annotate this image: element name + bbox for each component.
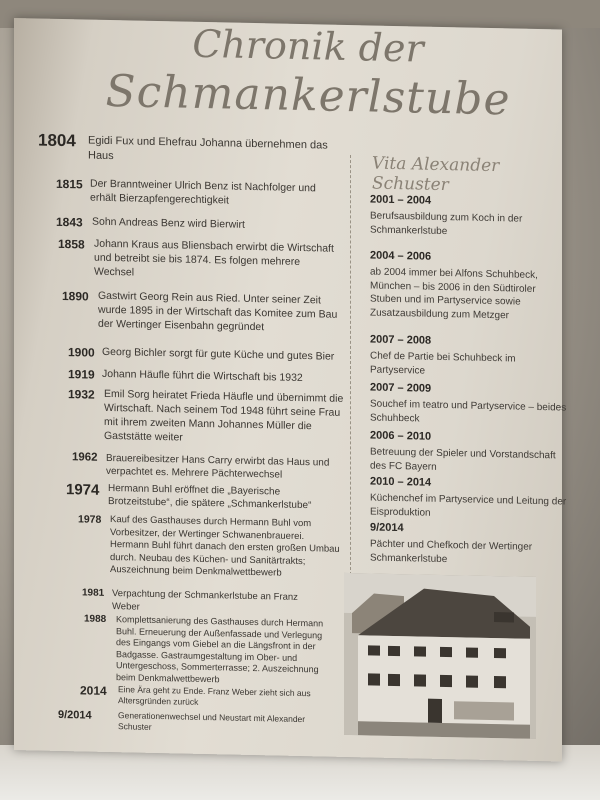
chronicle-year: 1978 xyxy=(78,513,102,526)
chronicle-text: Der Branntweiner Ulrich Benz ist Nachfolger und erhält Bierzapfengerechtigkeit xyxy=(90,177,316,207)
title-line-1: Chronik der xyxy=(192,21,424,71)
vita-item xyxy=(370,381,570,428)
chronicle-year: 1932 xyxy=(68,387,95,402)
chronicle-text: Hermann Buhl eröffnet die „Bayerische Brotzeitstube“, die spätere „Schmankerlstube“ xyxy=(108,482,312,512)
vita-item xyxy=(370,521,570,568)
title-line-2: Schmankerlstube xyxy=(105,65,511,126)
chronicle-text: Eine Ära geht zu Ende. Franz Weber zieht sich aus Altersgründen zurück xyxy=(118,684,311,708)
chronicle-text: Generationenwechsel und Neustart mit Alexander Schuster xyxy=(118,710,306,733)
chronicle-year: 1804 xyxy=(38,130,76,151)
chronicle-year: 1890 xyxy=(62,289,89,304)
vita-text: ab 2004 immer bei Alfons Schuhbeck, München – bis 2006 in den Südtiroler Stuben und im Partyservice sowie Zusatzausbildung zum Metzger xyxy=(370,266,538,321)
vita-text: Küchenchef im Partyservice und Leitung der Eisproduktion xyxy=(370,492,567,519)
chronicle-year: 1815 xyxy=(56,176,83,192)
chronicle-text: Komplettsanierung des Gasthauses durch Hermann Buhl. Erneuerung der Außenfassade und Verlegung des Eingangs vom Giebel an die Längsfront in der Badgasse. Gastraumgestaltung im Ober- und Untergeschoss, Sommerterrasse; 2. Auszeichnung beim Denkmalwettbewerb xyxy=(116,614,324,684)
chronicle-year: 1974 xyxy=(66,481,100,499)
vita-item xyxy=(370,249,570,323)
vita-item xyxy=(370,193,570,240)
chronicle-text: Emil Sorg heiratet Frieda Häufle und übernimmt die Wirtschaft. Nach seinem Tod 1948 führt seine Frau mit ihrem zweiten Mann Johannes Müller die Gaststätte weiter xyxy=(104,387,344,444)
vita-item xyxy=(370,333,570,380)
chronicle-text: Johann Kraus aus Bliensbach erwirbt die Wirtschaft und betreibt sie bis 1874. Es folgen mehrere Wechsel xyxy=(94,237,334,279)
vita-text: Souchef im teatro und Partyservice – beides Schuhbeck xyxy=(370,398,567,424)
chronicle-text: Sohn Andreas Benz wird Bierwirt xyxy=(92,215,245,231)
chronicle-year: 9/2014 xyxy=(58,708,92,722)
vita-years: 2006 – 2010 xyxy=(370,429,432,443)
chronicle-text: Gastwirt Georg Rein aus Ried. Unter seiner Zeit wurde 1895 in der Wirtschaft das Komitee zum Bau der Wertinger Eisenbahn gegründet xyxy=(98,289,338,333)
vita-title: Vita Alexander Schuster xyxy=(372,153,500,196)
chronicle-text: Brauereibesitzer Hans Carry erwirbt das Haus und verpachtet es. Mehrere Pächterwechsel xyxy=(106,452,330,481)
vita-text: Berufsausbildung zum Koch in der Schmankerlstube xyxy=(370,210,523,237)
chronicle-year: 1962 xyxy=(72,451,98,464)
inn-photo xyxy=(344,573,536,739)
column-divider xyxy=(350,155,351,585)
chronicle-year: 1919 xyxy=(68,367,95,382)
chronicle-text: Verpachtung der Schmankerlstube an Franz Weber xyxy=(112,588,298,613)
chronicle-text: Georg Bichler sorgt für gute Küche und gutes Bier xyxy=(102,345,335,363)
chronicle-text: Egidi Fux und Ehefrau Johanna übernehmen das Haus xyxy=(88,134,328,162)
chronicle-year: 1858 xyxy=(58,236,85,252)
chronicle-year: 1843 xyxy=(56,214,83,230)
vita-years: 2001 – 2004 xyxy=(370,193,432,207)
vita-text: Betreuung der Spieler und Vorstandschaft des FC Bayern xyxy=(370,446,556,473)
chronicle-poster xyxy=(14,18,567,761)
chronicle-year: 1981 xyxy=(82,587,105,599)
chronicle-text: Kauf des Gasthauses durch Hermann Buhl vom Vorbesitzer, der Wertinger Schwanenbrauerei. Hermann Buhl führt danach den ersten großen Umbau durch. Neubau des Küchen- und Sanitärtrakts; Auszeichnung beim Denkmalwettbewerb xyxy=(110,514,340,579)
vita-years: 9/2014 xyxy=(370,521,404,535)
chronicle-year: 1988 xyxy=(84,613,107,625)
vita-years: 2007 – 2008 xyxy=(370,333,432,347)
vita-item xyxy=(370,475,570,522)
vita-years: 2010 – 2014 xyxy=(370,475,432,489)
chronicle-year: 1900 xyxy=(68,345,95,360)
vita-text: Chef de Partie bei Schuhbeck im Partyservice xyxy=(370,350,516,377)
vita-item xyxy=(370,429,570,476)
vita-years: 2007 – 2009 xyxy=(370,381,432,395)
inn-building-illustration xyxy=(344,573,536,739)
vita-text: Pächter und Chefkoch der Wertinger Schmankerlstube xyxy=(370,538,533,565)
chronicle-year: 2014 xyxy=(80,683,107,698)
vita-years: 2004 – 2006 xyxy=(370,249,432,263)
chronicle-text: Johann Häufle führt die Wirtschaft bis 1932 xyxy=(102,367,303,385)
